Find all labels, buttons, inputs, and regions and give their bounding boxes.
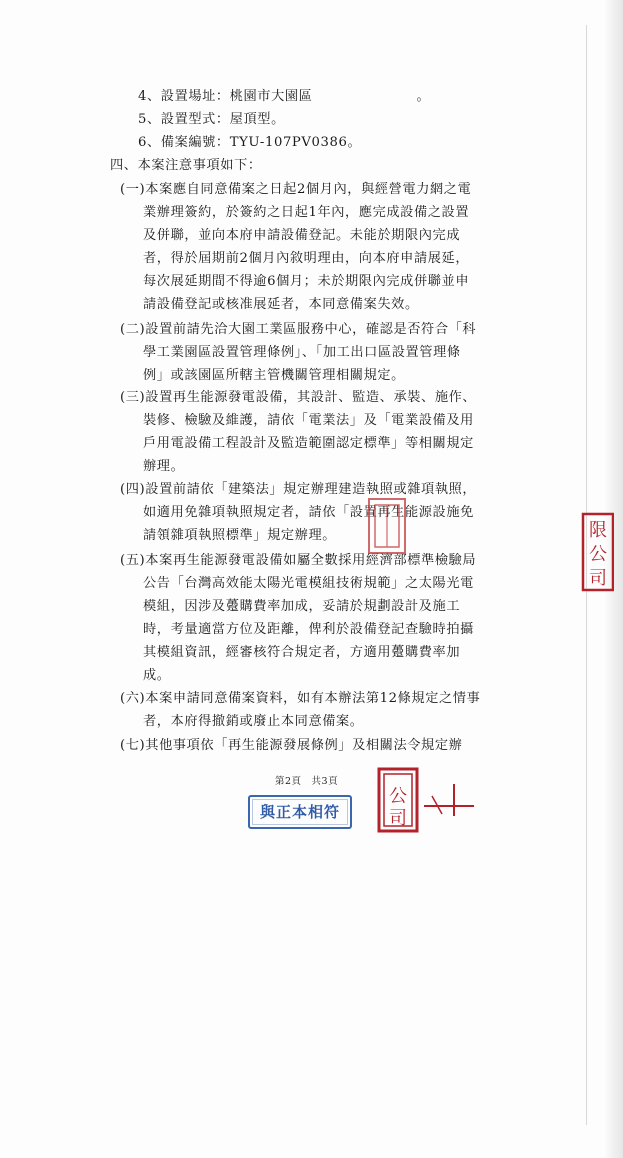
paragraph-line: 請領雜項執照標準」規定辦理。 [143, 528, 337, 543]
item-tail: 。 [416, 89, 431, 104]
page-total: 共3頁 [311, 776, 339, 787]
paragraph-line: 其模組資訊，經審核符合規定者，方適用躉購費率加 [143, 645, 461, 660]
paragraph-line: 請設備登記或核准展延者，本同意備案失效。 [143, 297, 419, 312]
item-number: 4 [138, 89, 147, 104]
paragraph-line: 戶用電設備工程設計及監造範圍認定標準」等相關規定 [143, 436, 474, 451]
company-seal-bottom [376, 766, 476, 834]
certified-copy-stamp: 與正本相符 [248, 795, 352, 829]
paragraph-line: 辦理。 [143, 459, 185, 474]
item-number: 6 [138, 135, 147, 150]
page-footer [275, 773, 338, 787]
item-5 [138, 111, 285, 129]
paragraph-line: (四)設置前請依「建築法」規定辦理建造執照或雜項執照， [120, 482, 477, 497]
paragraph-line: 業辦理簽約，於簽約之日起1年內，應完成設備之設置 [143, 205, 470, 220]
svg-text:公: 公 [589, 544, 607, 565]
item-label: 、設置場址：桃園市大園區 [147, 89, 313, 104]
svg-text:司: 司 [389, 808, 407, 829]
paragraph-line: 模組，因涉及躉購費率加成，妥請於規劃設計及施工 [143, 599, 461, 614]
red-seal-mark [366, 495, 408, 557]
paragraph-line: 每次展延期間不得逾6個月；未於期限內完成併聯並申 [143, 274, 470, 289]
paragraph-line: (六)本案申請同意備案資料，如有本辦法第12條規定之情事 [120, 691, 481, 706]
item-label: 、備案編號：TYU-107PV0386。 [147, 135, 362, 150]
item-number: 5 [138, 112, 147, 127]
paragraph-line: (一)本案應自同意備案之日起2個月內，與經營電力網之電 [120, 182, 472, 197]
paragraph-line: 者，得於屆期前2個月內敘明理由，向本府申請展延， [143, 251, 470, 266]
section-header: 四、本案注意事項如下： [110, 158, 262, 173]
item-label: 、設置型式：屋頂型。 [147, 112, 285, 127]
paragraph-line: 學工業園區設置管理條例」、「加工出口區設置管理條 [143, 345, 461, 360]
paragraph-line: 公告「台灣高效能太陽光電模組技術規範」之太陽光電 [143, 576, 474, 591]
paragraph-line: (五)本案再生能源發電設備如屬全數採用經濟部標準檢驗局 [120, 553, 477, 568]
svg-text:限: 限 [589, 520, 607, 541]
svg-text:公: 公 [389, 786, 407, 807]
svg-text:司: 司 [589, 568, 607, 589]
paragraph-line: (三)設置再生能源發電設備，其設計、監造、承裝、施作、 [120, 390, 477, 405]
item-6 [138, 134, 361, 152]
paragraph-line: 裝修、檢驗及維護，請依「電業法」及「電業設備及用 [143, 413, 474, 428]
paragraph-line: 如適用免雜項執照規定者，請依「設置再生能源設施免 [143, 505, 474, 520]
paragraph-line: 成。 [143, 668, 171, 683]
paragraph-line: 例」或該園區所轄主管機關管理相關規定。 [143, 368, 405, 383]
paragraph-line: 者，本府得撤銷或廢止本同意備案。 [143, 714, 364, 729]
page-number: 第2頁 [275, 776, 302, 787]
paragraph-line: (七)其他事項依「再生能源發展條例」及相關法令規定辦 [120, 738, 463, 753]
paragraph-line: 時，考量適當方位及距離，俾利於設備登記查驗時拍攝 [143, 622, 474, 637]
paragraph-line: (二)設置前請先洽大園工業區服務中心，確認是否符合「科 [120, 322, 477, 337]
item-4 [138, 88, 430, 106]
company-seal-side [580, 500, 614, 600]
paragraph-line: 及併聯，並向本府申請設備登記。未能於期限內完成 [143, 228, 461, 243]
